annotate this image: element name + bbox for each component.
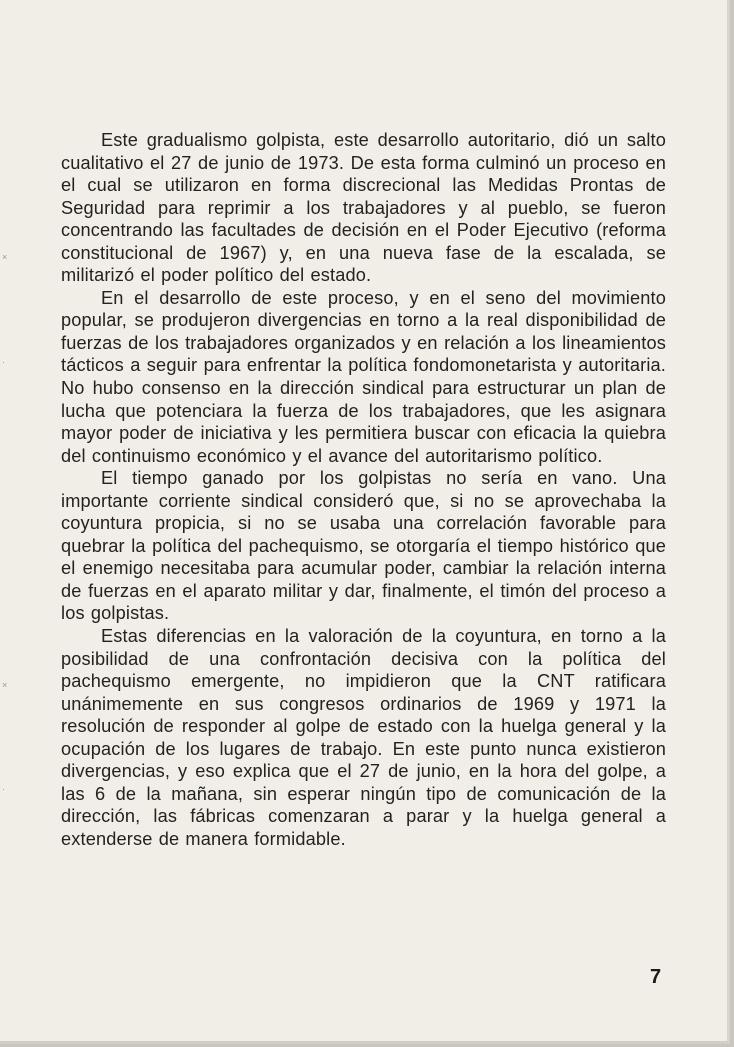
binding-mark: ·: [2, 784, 5, 794]
page-number: 7: [650, 966, 662, 988]
binding-mark: ·: [2, 357, 5, 367]
paragraph: Estas diferencias en la valoración de la coyuntura, en torno a la posibilidad de una confrontación decisiva con la política del pachequismo emergente, no impidieron que la CNT ratificara unánimemente en sus congresos ordinarios de 1969 y 1971 la resolución de responder al golpe de estado con la huelga general y la ocupación de los lugares de trabajo. En este punto nunca existieron divergencias, y eso explica que el 27 de junio, en la hora del golpe, a las 6 de la mañana, sin esperar ningún tipo de comunicación de la dirección, las fábricas comenzaran a parar y la huelga general a extenderse de manera formidable.: [61, 626, 666, 849]
binding-mark: ×: [2, 252, 8, 262]
paragraph: El tiempo ganado por los golpistas no sería en vano. Una importante corriente sindical consideró que, si no se aprovechaba la coyuntura propicia, si no se usaba una correlación favorable para quebrar la política del pachequismo, se otorgaría el tiempo histórico que el enemigo necesitaba para acumular poder, cambiar la relación interna de fuerzas en el aparato militar y dar, finalmente, el timón del proceso a los golpistas.: [61, 468, 666, 624]
body-text: [61, 129, 666, 851]
paragraph: En el desarrollo de este proceso, y en el seno del movimiento popular, se produjeron divergencias en torno a la real disponibilidad de fuerzas de los trabajadores organizados y en relación a los lineamientos tácticos a seguir para enfrentar la política fondomonetarista y autoritaria. No hubo consenso en la dirección sindical para estructurar un plan de lucha que potenciara la fuerza de los trabajadores, que les asignara mayor poder de iniciativa y les permitiera buscar con eficacia la quiebra del continuismo económico y el avance del autoritarismo político.: [61, 287, 666, 466]
binding-mark: ×: [2, 680, 8, 690]
paragraph: Este gradualismo golpista, este desarrollo autoritario, dió un salto cualitativo el 27 de junio de 1973. De esta forma culminó un proceso en el cual se utilizaron en forma discrecional las Medidas Prontas de Seguridad para reprimir a los trabajadores y al pueblo, se fueron concentrando las facultades de decisión en el Poder Ejecutivo (reforma constitucional de 1967) y, en una nueva fase de la escalada, se militarizó el poder político del estado.: [61, 130, 666, 286]
